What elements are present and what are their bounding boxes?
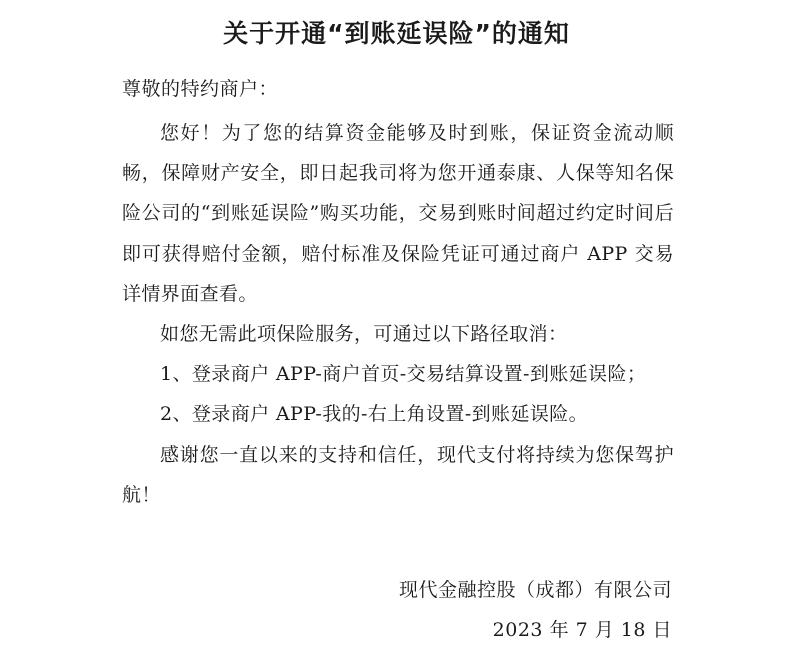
signature-date: 2023 年 7 月 18 日 (492, 619, 672, 641)
paragraph-cancel-intro: 如您无需此项保险服务，可通过以下路径取消： (160, 323, 568, 346)
paragraph-cancel-path-1: 1、登录商户 APP-商户首页-交易结算设置-到账延误险； (160, 363, 647, 386)
signature-block (399, 570, 672, 650)
signature-company: 现代金融控股（成都）有限公司 (398, 579, 672, 601)
salutation: 尊敬的特约商户： (122, 78, 279, 100)
paragraph-greeting: 您好！为了您的结算资金能够及时到账，保证资金流动顺畅，保障财产安全，即日起我司将为您开通泰康、人保等知名保险公司的“到账延误险”购买功能，交易到账时间超过约定时间后即可获得赔付金额，赔付标准及保险凭证可通过商户 APP 交易详情界面查看。 (122, 122, 674, 305)
notice-body (122, 113, 674, 515)
paragraph-cancel-path-2: 2、登录商户 APP-我的-右上角设置-到账延误险。 (160, 403, 589, 426)
notice-title: 关于开通“到账延误险”的通知 (223, 19, 570, 48)
paragraph-thanks: 感谢您一直以来的支持和信任，现代支付将持续为您保驾护航！ (122, 443, 674, 506)
